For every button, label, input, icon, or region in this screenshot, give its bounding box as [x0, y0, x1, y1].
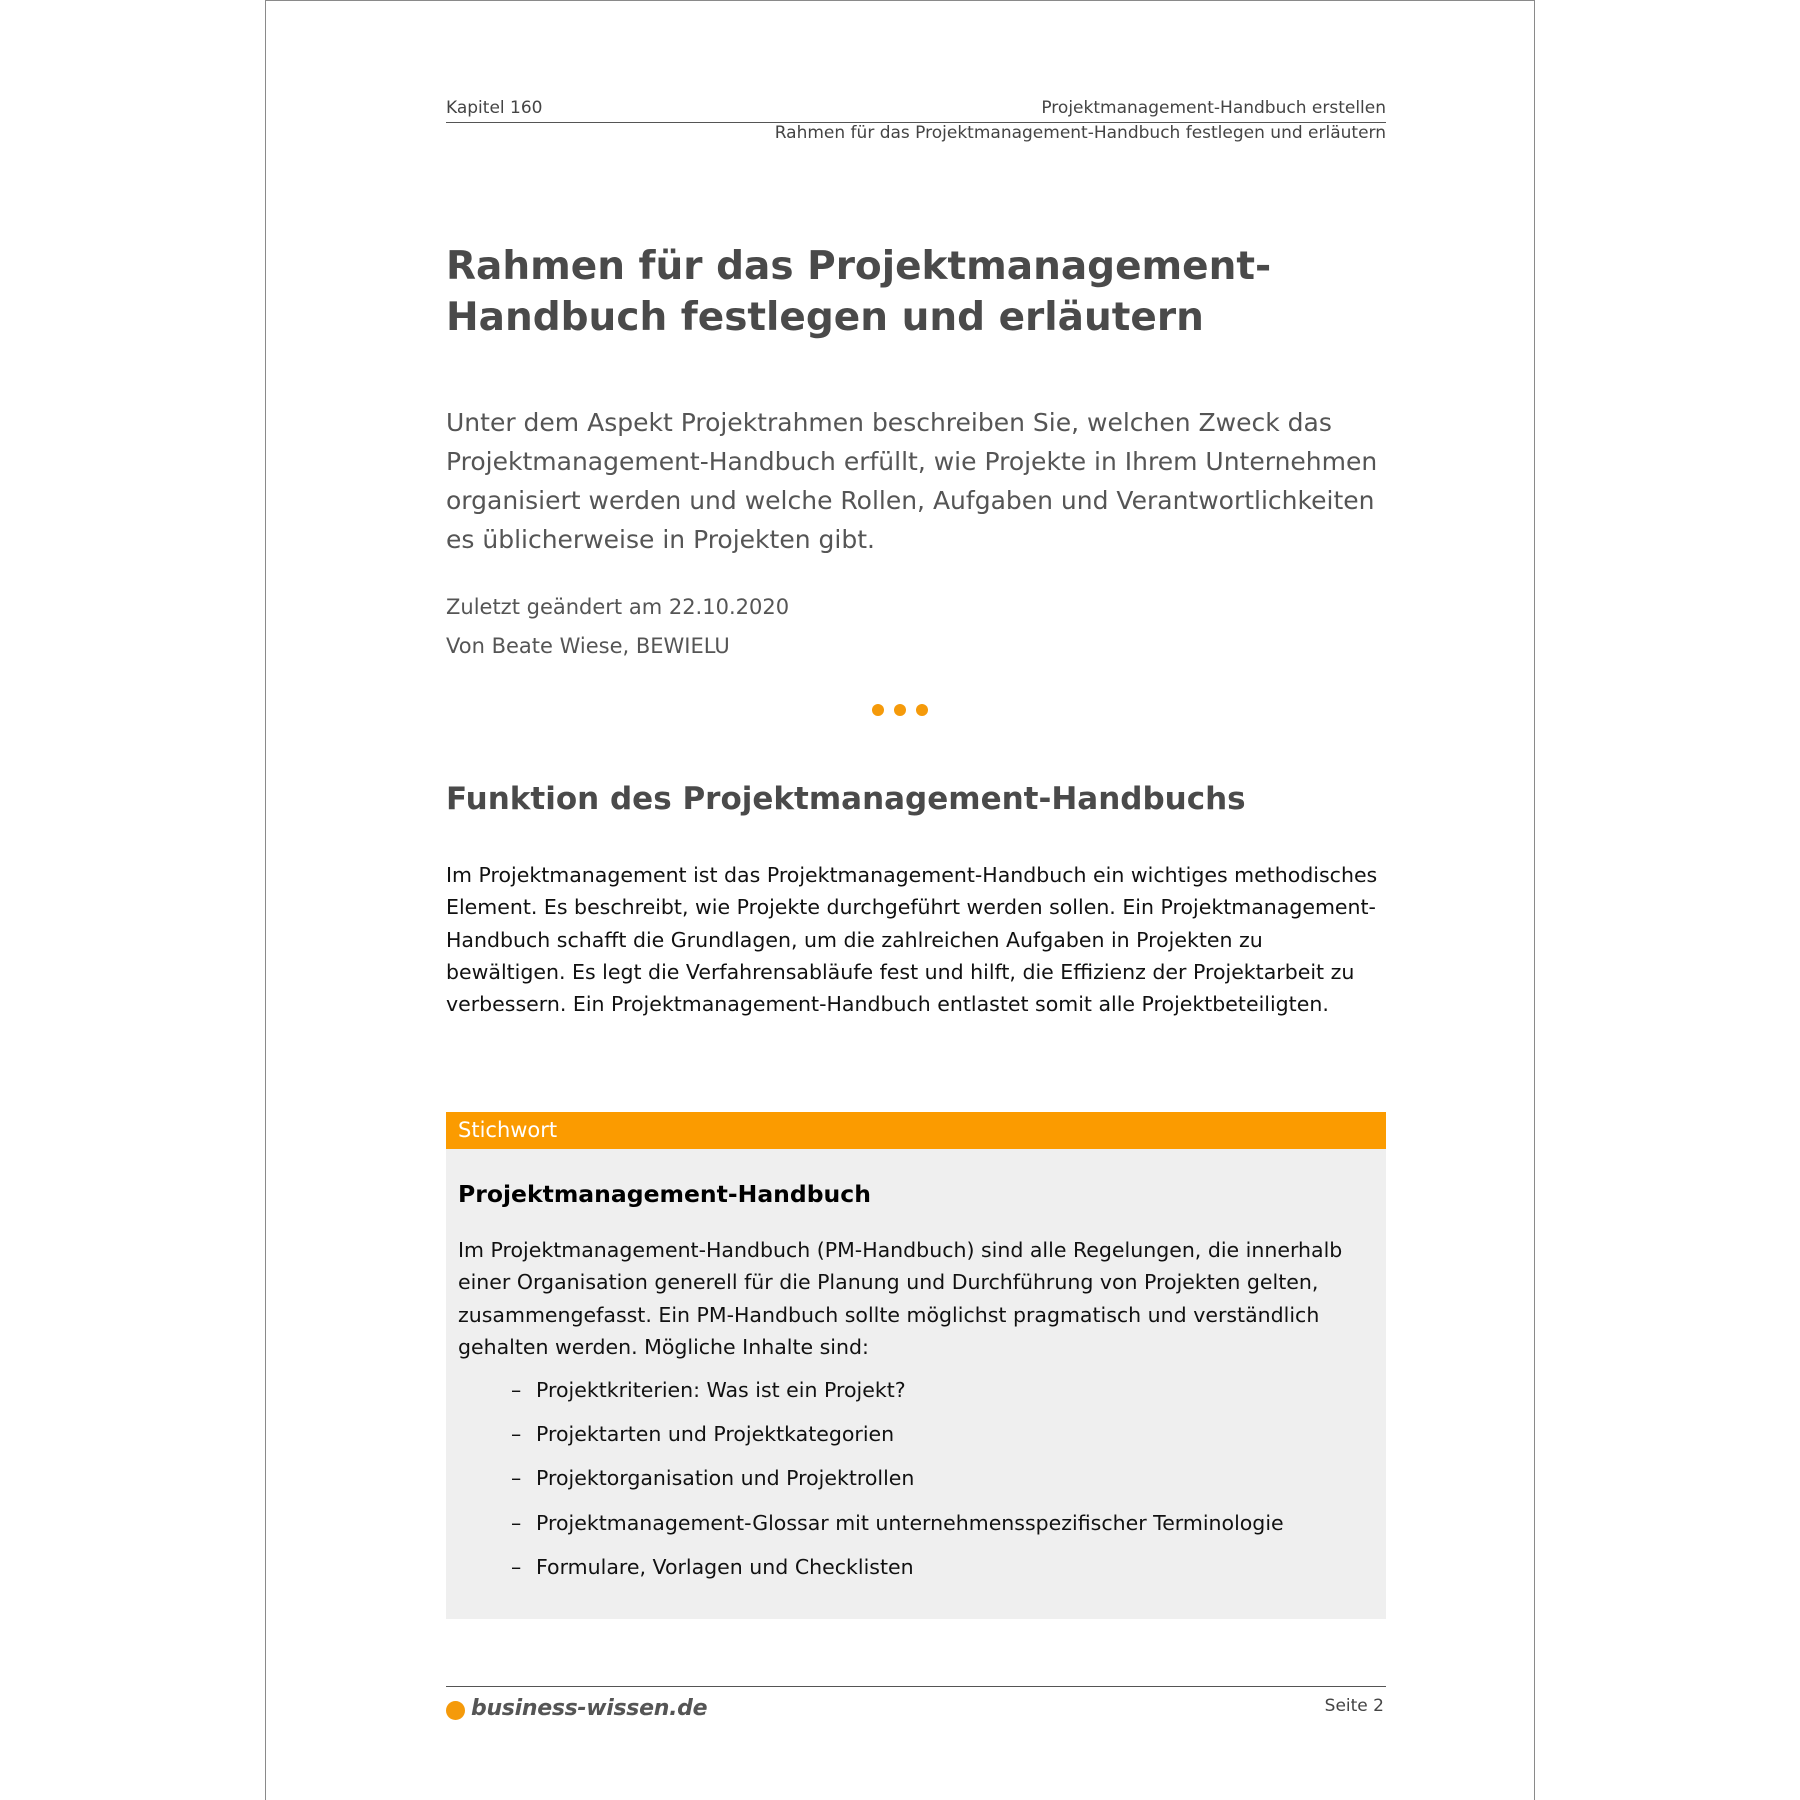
section-heading: Funktion des Projektmanagement-Handbuchs: [446, 781, 1246, 817]
dot-icon: [916, 704, 928, 716]
dash-bullet: –: [511, 1422, 522, 1447]
list-item: [511, 1374, 1371, 1418]
article-title: Rahmen für das Projektmanagement-Handbuch festlegen und erläutern: [446, 244, 1272, 340]
dot-icon: [872, 704, 884, 716]
chapter-label: Kapitel 160: [446, 98, 543, 118]
section-header: Rahmen für das Projektmanagement-Handbuch festlegen und erläutern: [774, 123, 1386, 143]
list-item: [511, 1462, 1371, 1506]
list-item-text: Projektarten und Projektkategorien: [536, 1422, 895, 1447]
separator-dots: [266, 701, 1534, 715]
keyword-box: [446, 1112, 1386, 1619]
book-title: Projektmanagement-Handbuch erstellen: [1041, 98, 1386, 118]
page-number: Seite 2: [1324, 1696, 1384, 1716]
footer-divider: [446, 1686, 1386, 1687]
list-item: [511, 1507, 1371, 1551]
running-header: [446, 98, 1386, 123]
keyword-box-label: Stichwort: [446, 1112, 1386, 1149]
dash-bullet: –: [511, 1466, 522, 1491]
list-item: [511, 1551, 1371, 1595]
last-changed-date: Zuletzt geändert am 22.10.2020: [446, 595, 790, 619]
dash-bullet: –: [511, 1510, 522, 1535]
dash-bullet: –: [511, 1554, 522, 1579]
author-line: Von Beate Wiese, BEWIELU: [446, 634, 730, 658]
keyword-box-title: Projektmanagement-Handbuch: [458, 1180, 871, 1208]
dash-bullet: –: [511, 1378, 522, 1402]
list-item-text: Projektmanagement-Glossar mit unternehmensspezifischer Terminologie: [536, 1510, 1284, 1535]
list-item: [511, 1418, 1371, 1462]
dot-icon: [894, 704, 906, 716]
list-item-text: Projektorganisation und Projektrollen: [536, 1466, 915, 1491]
logo-dot-icon: [446, 1701, 465, 1720]
list-item-text: Projektkriterien: Was ist ein Projekt?: [536, 1378, 906, 1402]
keyword-box-list: [511, 1374, 1371, 1595]
logo-text: business-wissen.de: [471, 1696, 708, 1721]
section-body: Im Projektmanagement ist das Projektmanagement-Handbuch ein wichtiges methodisches Element. Es beschreibt, wie Projekte durchgeführt werden sollen. Ein Projektmanagement-Handbuch schafft die Grundlagen, um die zahlreichen Aufgaben in Projekten zu bewältigen. Es legt die Verfahrensabläufe fest und hilft, die Effizienz der Projektarbeit zu verbessern. Ein Projektmanagement-Handbuch entlastet somit alle Projektbeteiligten.: [446, 863, 1378, 1017]
document-page: [265, 0, 1535, 1800]
list-item-text: Formulare, Vorlagen und Checklisten: [536, 1554, 914, 1579]
keyword-box-text: Im Projektmanagement-Handbuch (PM-Handbuch) sind alle Regelungen, die innerhalb einer Organisation generell für die Planung und Durchführung von Projekten gelten, zusammengefasst. Ein PM-Handbuch sollte möglichst pragmatisch und verständlich gehalten werden. Mögliche Inhalte sind:: [458, 1238, 1343, 1359]
article-lead: Unter dem Aspekt Projektrahmen beschreiben Sie, welchen Zweck das Projektmanagement-Handbuch erfüllt, wie Projekte in Ihrem Unternehmen organisiert werden und welche Rollen, Aufgaben und Verantwortlichkeiten es üblicherweise in Projekten gibt.: [446, 408, 1378, 554]
